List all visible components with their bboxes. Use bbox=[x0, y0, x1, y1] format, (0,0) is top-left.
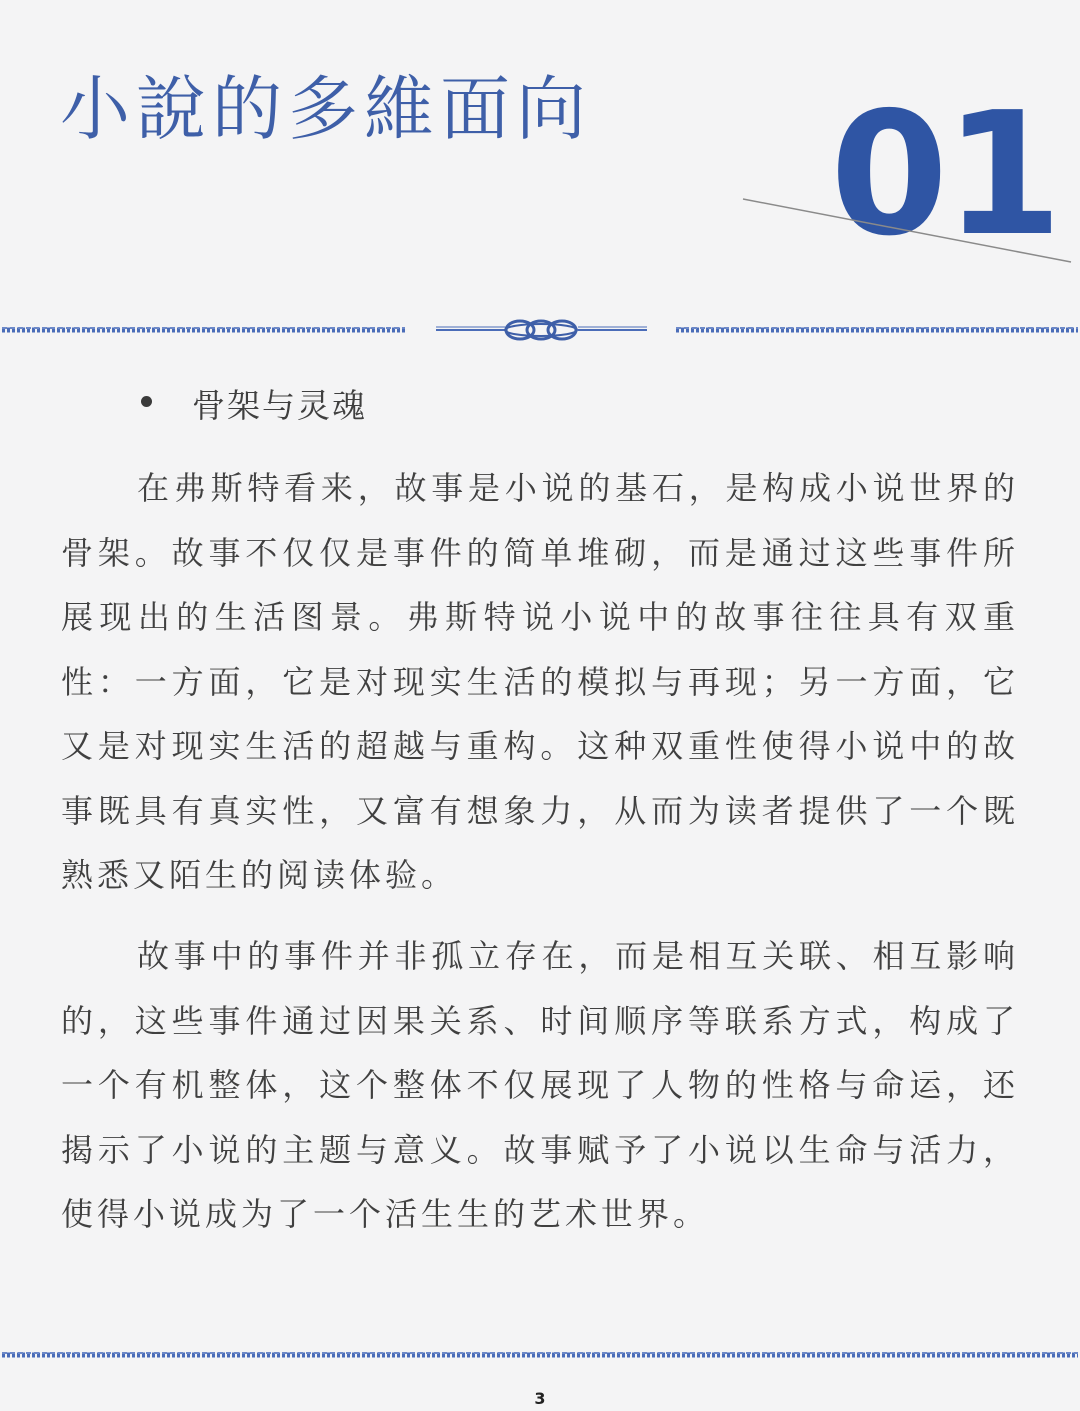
left-rope-rule bbox=[2, 328, 405, 330]
body-paragraph-1: 在弗斯特看来，故事是小说的基石，是构成小说世界的骨架。故事不仅仅是事件的简单堆砌，而是通过这些事件所展现出的生活图景。弗斯特说小说中的故事往往具有双重性：一方面，它是对现实生活的模拟与再现；另一方面，它又是对现实生活的超越与重构。这种双重性使得小说中的故事既具有真实性，又富有想象力，从而为读者提供了一个既熟悉又陌生的阅读体验。 bbox=[61, 469, 1019, 894]
page-title: 小說的多維面向 bbox=[60, 68, 592, 150]
body-paragraph-2: 故事中的事件并非孤立存在，而是相互关联、相互影响的，这些事件通过因果关系、时间顺序等联系方式，构成了一个有机整体，这个整体不仅展现了人物的性格与命运，还揭示了小说的主题与意义。故事赋予了小说以生命与活力，使得小说成为了一个活生生的艺术世界。 bbox=[61, 937, 1019, 1233]
bullet-icon bbox=[141, 396, 152, 407]
ornamental-divider bbox=[0, 314, 1080, 346]
section-number: 01 bbox=[830, 76, 1059, 274]
right-rope-rule bbox=[676, 328, 1078, 330]
center-knot-ornament bbox=[436, 321, 647, 339]
section-subheading: 骨架与灵魂 bbox=[192, 386, 367, 425]
bottom-rope-rule bbox=[0, 1347, 1080, 1363]
diagonal-divider-line bbox=[0, 0, 1080, 280]
page-number: 3 bbox=[534, 1389, 546, 1408]
